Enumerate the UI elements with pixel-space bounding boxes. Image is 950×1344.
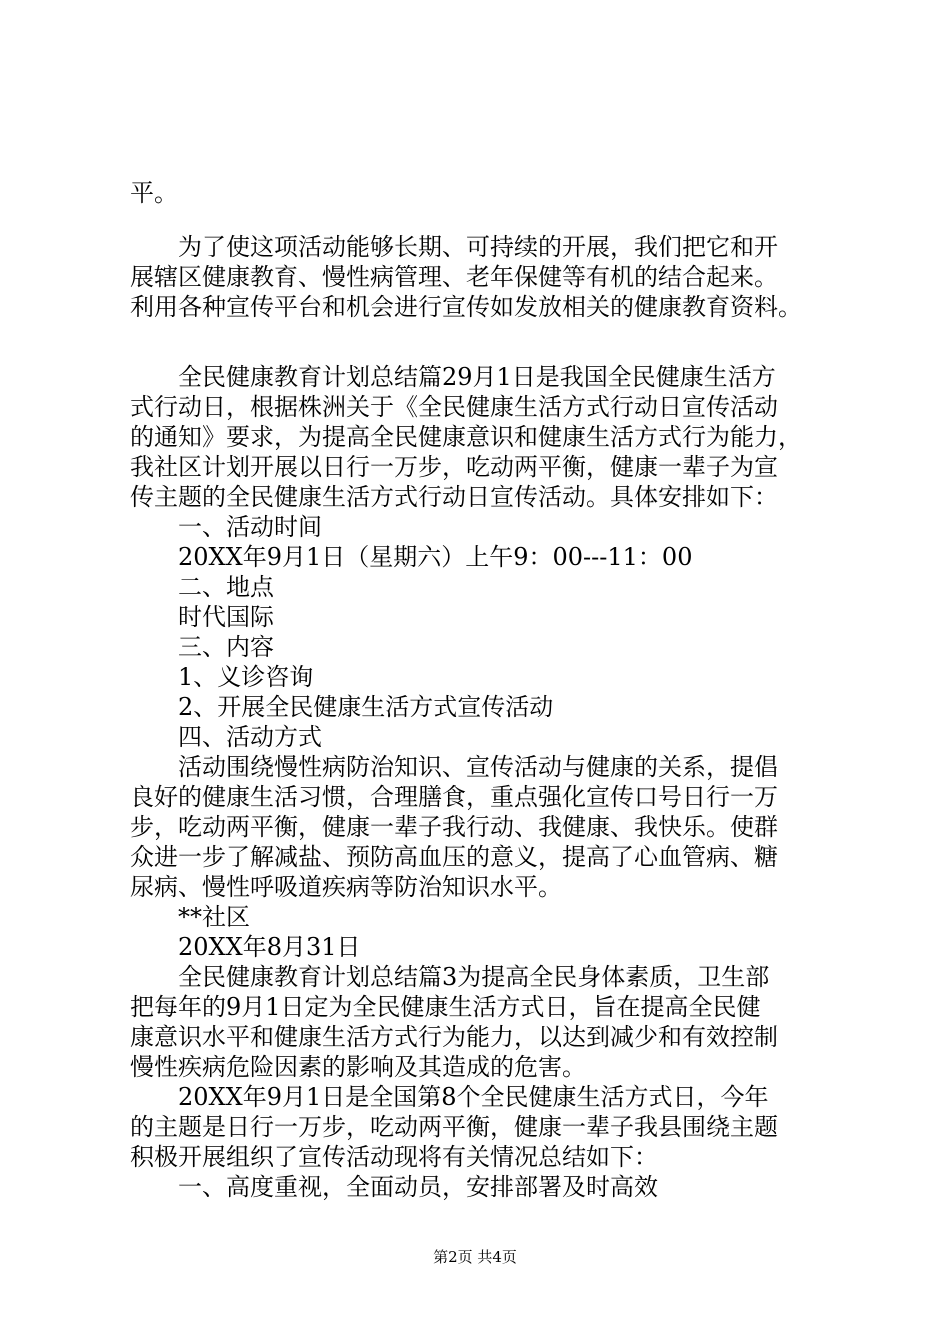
text-line: 的通知》要求，为提高全民健康意识和健康生活方式行为能力，	[130, 423, 802, 451]
text-line: 20XX年9月1日是全国第8个全民健康生活方式日，今年	[178, 1083, 769, 1111]
text-line: 康意识水平和健康生活方式行为能力，以达到减少和有效控制	[130, 1023, 778, 1051]
heading-line: 三、内容	[178, 633, 274, 661]
text-line: 我社区计划开展以日行一万步，吃动两平衡，健康一辈子为宣	[130, 453, 778, 481]
text-line: 利用各种宣传平台和机会进行宣传如发放相关的健康教育资料。	[130, 293, 802, 321]
heading-line: 一、高度重视，全面动员，安排部署及时高效	[178, 1173, 658, 1201]
text-line: 全民健康教育计划总结篇3为提高全民身体素质，卫生部	[178, 963, 770, 991]
text-line: 展辖区健康教育、慢性病管理、老年保健等有机的结合起来。	[130, 263, 778, 291]
heading-line: 二、地点	[178, 573, 274, 601]
text-line: 良好的健康生活习惯，合理膳食，重点强化宣传口号日行一万	[130, 783, 778, 811]
text-line: 20XX年9月1日（星期六）上午9：00---11：00	[178, 543, 693, 571]
text-line: 的主题是日行一万步，吃动两平衡，健康一辈子我县围绕主题	[130, 1113, 778, 1141]
text-line: 式行动日，根据株洲关于《全民健康生活方式行动日宣传活动	[130, 393, 778, 421]
text-line: 传主题的全民健康生活方式行动日宣传活动。具体安排如下：	[130, 483, 778, 511]
text-line: 时代国际	[178, 603, 274, 631]
text-line: 步，吃动两平衡，健康一辈子我行动、我健康、我快乐。使群	[130, 813, 778, 841]
date-line: 20XX年8月31日	[178, 933, 361, 961]
text-line: 平。	[130, 179, 178, 207]
text-line: 活动围绕慢性病防治知识、宣传活动与健康的关系，提倡	[178, 753, 778, 781]
text-line: 慢性疾病危险因素的影响及其造成的危害。	[130, 1053, 586, 1081]
text-line: 积极开展组织了宣传活动现将有关情况总结如下：	[130, 1143, 658, 1171]
text-line: 尿病、慢性呼吸道疾病等防治知识水平。	[130, 873, 562, 901]
text-line: 把每年的9月1日定为全民健康生活方式日，旨在提高全民健	[130, 993, 761, 1021]
text-line: 全民健康教育计划总结篇29月1日是我国全民健康生活方	[178, 363, 776, 391]
text-line: 为了使这项活动能够长期、可持续的开展，我们把它和开	[178, 233, 778, 261]
text-line: 2、开展全民健康生活方式宣传活动	[178, 693, 554, 721]
text-line: 众进一步了解减盐、预防高血压的意义，提高了心血管病、糖	[130, 843, 778, 871]
text-line: 1、义诊咨询	[178, 663, 314, 691]
signature-line: **社区	[178, 903, 250, 931]
heading-line: 四、活动方式	[178, 723, 322, 751]
heading-line: 一、活动时间	[178, 513, 322, 541]
page-footer: 第2页 共4页	[433, 1248, 517, 1266]
